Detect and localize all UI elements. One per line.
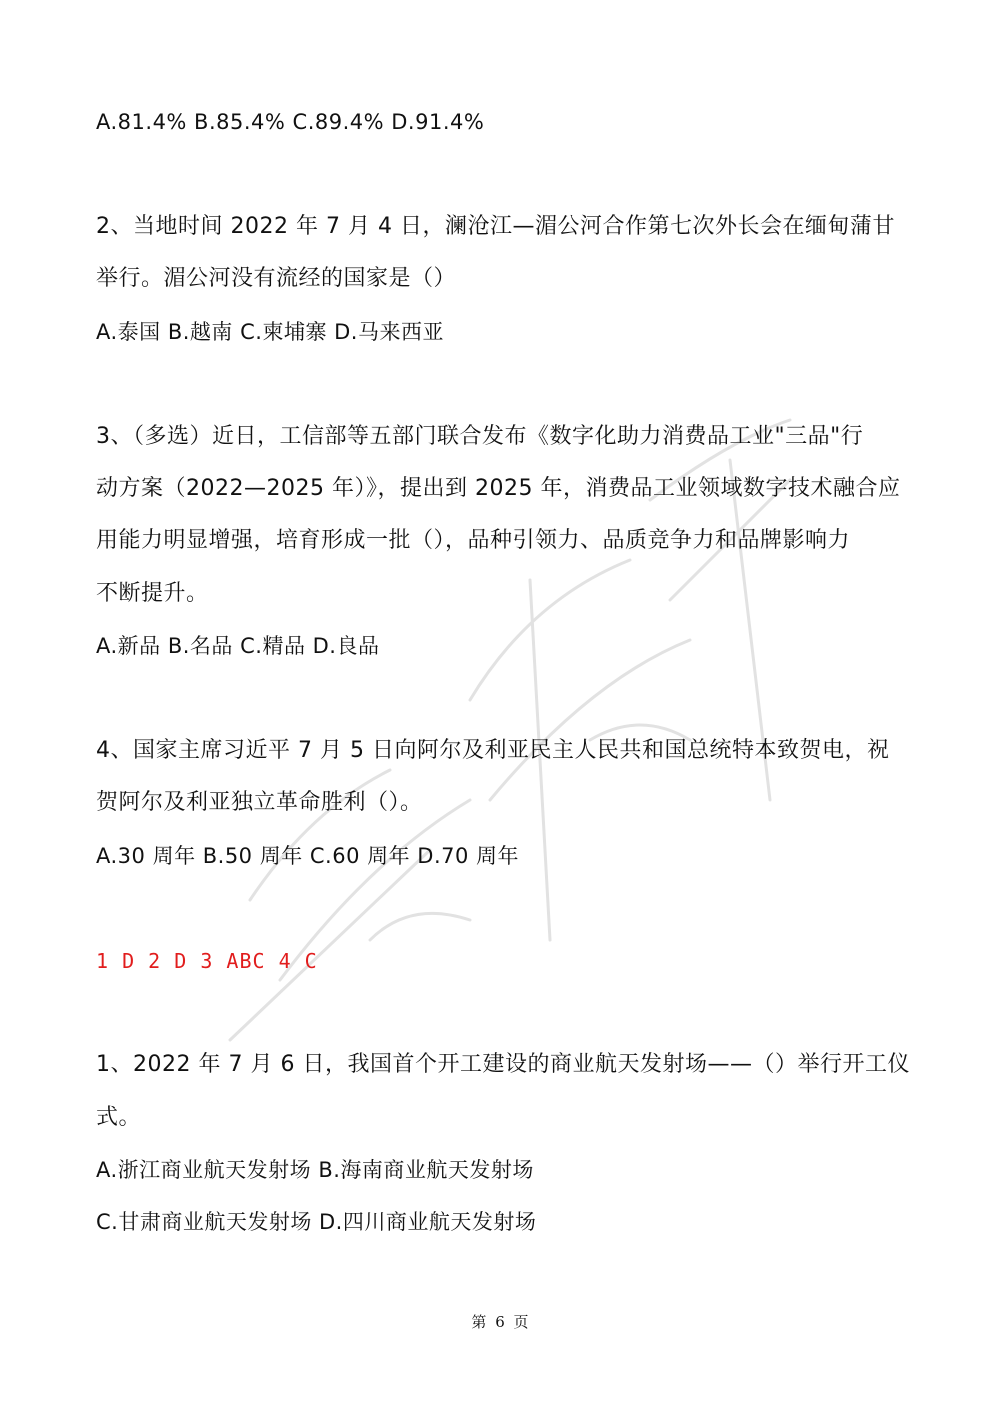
question-4-text-line-1: 4、国家主席习近平 7 月 5 日向阿尔及利亚民主人民共和国总统特本致贺电，祝 [96, 738, 890, 763]
next-question-1-options-row-2: C.甘肃商业航天发射场 D.四川商业航天发射场 [96, 1210, 537, 1234]
question-2-text-line-2: 举行。湄公河没有流经的国家是（） [96, 266, 457, 291]
previous-question-options: A.81.4% B.85.4% C.89.4% D.91.4% [96, 110, 485, 134]
question-3-text-line-2: 动方案（2022—2025 年）》，提出到 2025 年，消费品工业领域数字技术融合应 [96, 476, 901, 501]
question-3-text-line-4: 不断提升。 [96, 581, 209, 606]
question-2-text-line-1: 2、当地时间 2022 年 7 月 4 日，澜沧江—湄公河合作第七次外长会在缅甸蒲甘 [96, 214, 895, 239]
question-3-text-line-1: 3、（多选）近日，工信部等五部门联合发布《数字化助力消费品工业"三品"行 [96, 424, 864, 449]
question-4-text-line-2: 贺阿尔及利亚独立革命胜利（）。 [96, 790, 423, 815]
next-question-1-text-line-1: 1、2022 年 7 月 6 日，我国首个开工建设的商业航天发射场——（）举行开工仪 [96, 1052, 910, 1077]
next-question-1-options-row-1: A.浙江商业航天发射场 B.海南商业航天发射场 [96, 1158, 534, 1182]
question-3-text-line-3: 用能力明显增强，培育形成一批（），品种引领力、品质竞争力和品牌影响力 [96, 528, 851, 553]
footer-prefix: 第 [471, 1313, 487, 1331]
page-footer [0, 1311, 1000, 1332]
question-4-options: A.30 周年 B.50 周年 C.60 周年 D.70 周年 [96, 844, 520, 868]
answer-key: 1 D 2 D 3 ABC 4 C [96, 949, 318, 973]
footer-suffix: 页 [513, 1313, 529, 1331]
question-3-options: A.新品 B.名品 C.精品 D.良品 [96, 634, 380, 658]
page-number: 6 [495, 1313, 505, 1331]
next-question-1-text-line-2: 式。 [96, 1105, 142, 1130]
question-2-options: A.泰国 B.越南 C.柬埔寨 D.马来西亚 [96, 320, 444, 344]
